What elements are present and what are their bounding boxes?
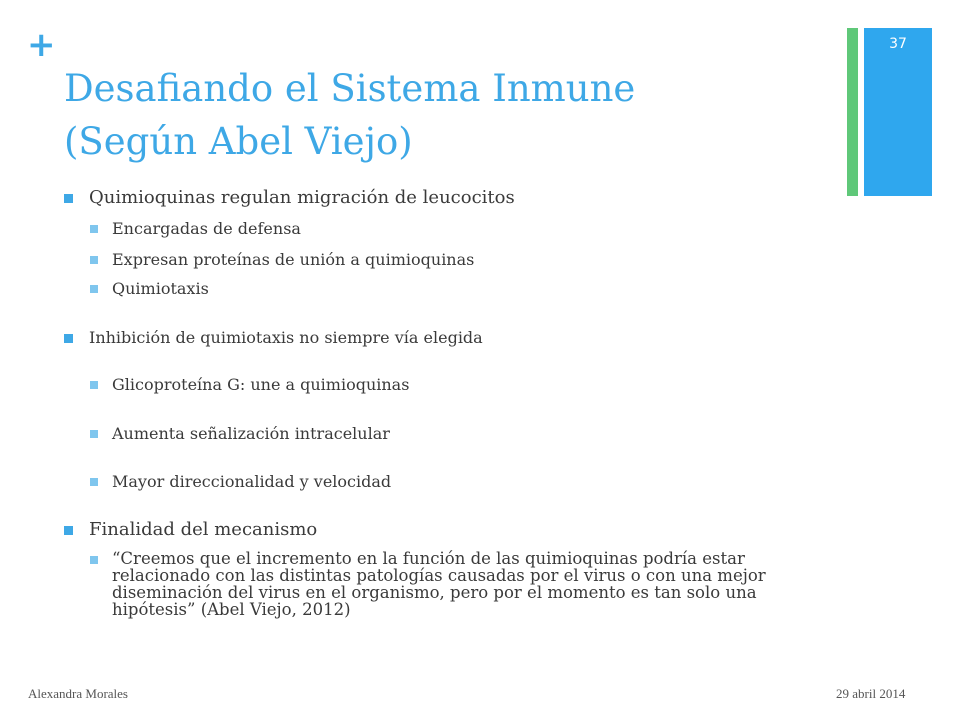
subbullet-glicoproteina	[90, 375, 409, 395]
title-line-1: Desafiando el Sistema Inmune	[64, 67, 636, 110]
footer-author: Alexandra Morales	[28, 686, 128, 701]
bullet-square-icon	[90, 225, 98, 233]
bullet-text: Quimioquinas regulan migración de leucocitos	[89, 187, 515, 208]
bullet-text: Aumenta señalización intracelular	[112, 424, 390, 443]
slide-title	[64, 62, 824, 168]
bullet-text: Mayor direccionalidad y velocidad	[112, 472, 392, 491]
bullet-square-icon	[90, 381, 98, 389]
subbullet-expresan	[90, 250, 474, 270]
bullet-square-icon	[64, 526, 73, 535]
bullet-text: Encargadas de defensa	[112, 219, 301, 238]
subbullet-quote	[90, 550, 802, 618]
plus-decoration-icon: +	[27, 25, 56, 65]
bullet-text: Expresan proteínas de unión a quimioquinas	[112, 250, 475, 269]
subbullet-aumenta	[90, 424, 390, 444]
subbullet-mayor	[90, 472, 391, 492]
bullet-text: Finalidad del mecanismo	[89, 519, 318, 540]
bullet-finalidad	[64, 519, 317, 541]
bullet-square-icon	[90, 285, 98, 293]
green-accent-bar	[847, 28, 858, 196]
bullet-square-icon	[90, 478, 98, 486]
bullet-inhibicion	[64, 327, 483, 349]
footer-date: 29 abril 2014	[836, 686, 906, 701]
bullet-text: Glicoproteína G: une a quimioquinas	[112, 375, 410, 394]
bullet-square-icon	[64, 194, 73, 203]
subbullet-encargadas	[90, 219, 301, 239]
subbullet-quimiotaxis	[90, 279, 209, 299]
bullet-square-icon	[64, 334, 73, 343]
bullet-square-icon	[90, 430, 98, 438]
bullet-quimioquinas	[64, 187, 515, 209]
bullet-square-icon	[90, 556, 98, 564]
bullet-square-icon	[90, 256, 98, 264]
slide-number: 37	[889, 36, 907, 52]
bullet-text: Inhibición de quimiotaxis no siempre vía elegida	[89, 328, 483, 347]
quote-text: “Creemos que el incremento en la función de las quimioquinas podría estar relacionado con las distintas patologías causadas por el virus o con una mejor diseminación del virus en el organismo, pero por el momento es tan solo una hipótesis” (Abel Viejo, 2012)	[112, 549, 766, 619]
bullet-text: Quimiotaxis	[112, 279, 209, 298]
blue-accent-bar	[864, 28, 932, 196]
title-line-2: (Según Abel Viejo)	[64, 120, 413, 163]
